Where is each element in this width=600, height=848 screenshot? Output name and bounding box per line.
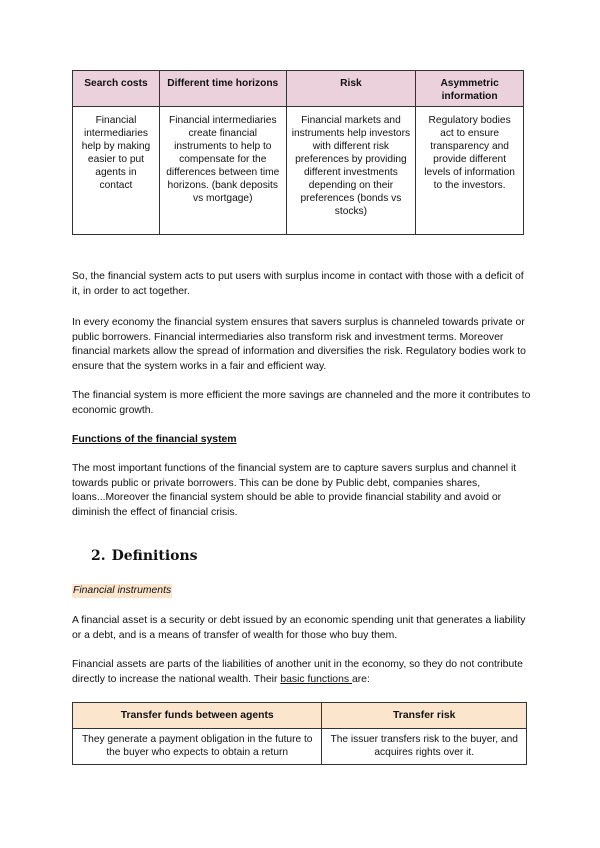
section-title: Definitions — [111, 548, 198, 564]
section-heading — [91, 548, 198, 564]
cell-search-costs: Financial intermediaries help by making easier to put agents in contact — [73, 107, 160, 235]
table-row — [73, 107, 524, 235]
basic-functions-table — [72, 702, 527, 765]
paragraph-economy: In every economy the financial system ensures that savers surplus is channeled towards private or public borrowers. Financial intermediaries also transform risk and investment terms. Moreover financial markets allow the spread of information and diversifies the risk. Regulatory bodies work to ensure that the system works in a fair and efficient way. — [72, 317, 526, 372]
table-header-row — [73, 71, 524, 107]
cell-transfer-risk: The issuer transfers risk to the buyer, and acquires rights over it. — [322, 729, 527, 765]
paragraph-text-end: are: — [351, 673, 370, 685]
paragraph-efficiency: The financial system is more efficient the more savings are channeled and the more it contributes to economic growth. — [72, 390, 531, 416]
header-risk: Risk — [286, 71, 416, 107]
intermediation-table — [72, 70, 524, 235]
table-header-row — [73, 703, 527, 729]
basic-functions-link: basic functions — [280, 673, 352, 685]
cell-asymmetric-information: Regulatory bodies act to ensure transparency and provide different levels of information to the investors. — [416, 107, 524, 235]
paragraph-text: Financial assets are parts of the liabilities of another unit in the economy, so they do not contribute directly to increase the national wealth. Their — [72, 659, 523, 685]
header-asymmetric-information: Asymmetric information — [416, 71, 524, 107]
subsection-label: Financial instruments — [73, 585, 172, 596]
header-time-horizons: Different time horizons — [159, 71, 286, 107]
section-number: 2. — [91, 548, 106, 564]
header-search-costs: Search costs — [73, 71, 160, 107]
functions-heading: Functions of the financial system — [72, 434, 237, 445]
paragraph-financial-asset: A financial asset is a security or debt issued by an economic spending unit that generates a liability or a debt, and is a means of transfer of wealth for those who buy them. — [72, 615, 526, 641]
cell-transfer-funds: They generate a payment obligation in the future to the buyer who expects to obtain a return — [73, 729, 322, 765]
cell-risk: Financial markets and instruments help investors with different risk preferences by providing different investments depending on their preferences (bonds vs stocks) — [286, 107, 416, 235]
cell-time-horizons: Financial intermediaries create financial instruments to help to compensate for the differences between time horizons. (bank deposits vs mortgage) — [159, 107, 286, 235]
header-transfer-funds: Transfer funds between agents — [73, 703, 322, 729]
header-transfer-risk: Transfer risk — [322, 703, 527, 729]
paragraph-functions: The most important functions of the financial system are to capture savers surplus and channel it towards public or private borrowers. This can be done by Public debt, companies shares, loans...Moreover the financial system should be able to provide financial stability and avoid or diminish the effect of financial crisis. — [72, 463, 517, 518]
paragraph-financial-assets-liabilities — [72, 658, 532, 687]
table-row — [73, 729, 527, 765]
paragraph-summary: So, the financial system acts to put users with surplus income in contact with those with a deficit of it, in order to act together. — [72, 271, 524, 297]
